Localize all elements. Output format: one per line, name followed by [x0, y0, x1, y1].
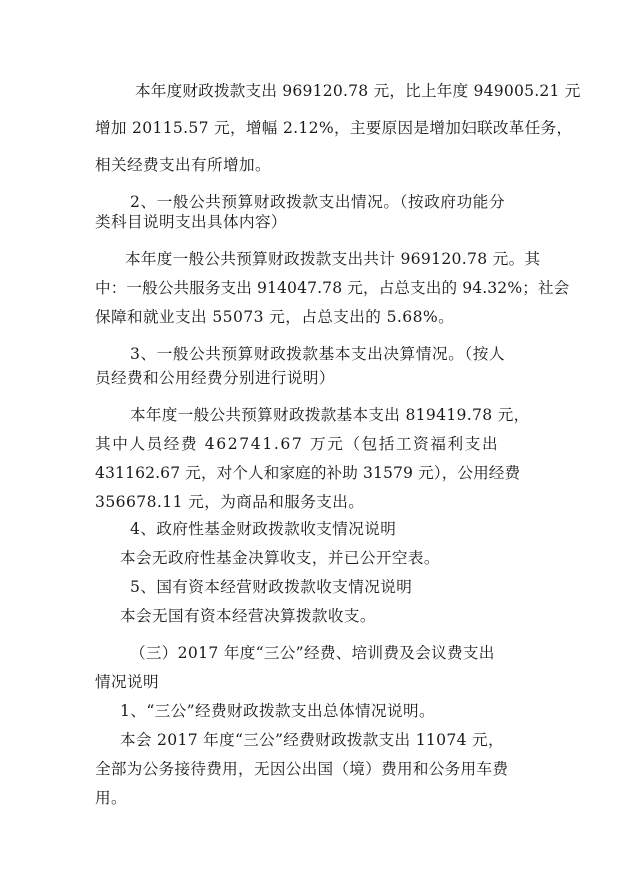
body-text-line: 中：一般公共服务支出 914047.78 元，占总支出的 94.32%；社会 — [95, 279, 570, 297]
body-text-line: 全部为公务接待费用，无因公出国（境）费用和公务用车费 — [95, 760, 509, 778]
body-text-line: 类科目说明支出具体内容） — [95, 213, 287, 231]
body-text-line: 本会无政府性基金决算收支，并已公开空表。 — [120, 549, 440, 567]
body-text-line: 本年度一般公共预算财政拨款支出共计 969120.78 元。其 — [125, 250, 541, 268]
body-text-line: 员经费和公用经费分别进行说明） — [95, 369, 335, 387]
section-heading-3-three-public: （三）2017 年度“三公”经费、培训费及会议费支出 — [130, 644, 495, 662]
section-heading-4: 4、政府性基金财政拨款收支情况说明 — [130, 520, 397, 538]
body-text-line: 增加 20115.57 元，增幅 2.12%，主要原因是增加妇联改革任务， — [95, 119, 573, 137]
section-heading-3: 3、一般公共预算财政拨款基本支出决算情况。（按人 — [130, 345, 506, 363]
body-text-line: 356678.11 元，为商品和服务支出。 — [95, 493, 365, 511]
body-text-line: 其中人员经费 462741.67 万元（包括工资福利支出 — [95, 435, 500, 453]
body-text-line: 相关经费支出有所增加。 — [95, 156, 271, 174]
body-text-line: 431162.67 元，对个人和家庭的补助 31579 元），公用经费 — [95, 464, 521, 482]
body-text-line: 本会无国有资本经营决算拨款收支。 — [120, 607, 376, 625]
body-text-line: 本会 2017 年度“三公”经费财政拨款支出 11074 元， — [120, 731, 504, 749]
body-text-line: 用。 — [95, 789, 127, 807]
subsection-heading-1: 1、“三公”经费财政拨款支出总体情况说明。 — [120, 702, 435, 720]
body-text-line: 本年度财政拨款支出 969120.78 元，比上年度 949005.21 元 — [135, 82, 581, 100]
body-text-line: 保障和就业支出 55073 元，占总支出的 5.68%。 — [95, 308, 455, 326]
section-heading-5: 5、国有资本经营财政拨款收支情况说明 — [130, 578, 413, 596]
section-heading-2: 2、一般公共预算财政拨款支出情况。（按政府功能分 — [130, 193, 506, 211]
body-text-line: 情况说明 — [95, 673, 159, 691]
body-text-line: 本年度一般公共预算财政拨款基本支出 819419.78 元， — [130, 406, 530, 424]
